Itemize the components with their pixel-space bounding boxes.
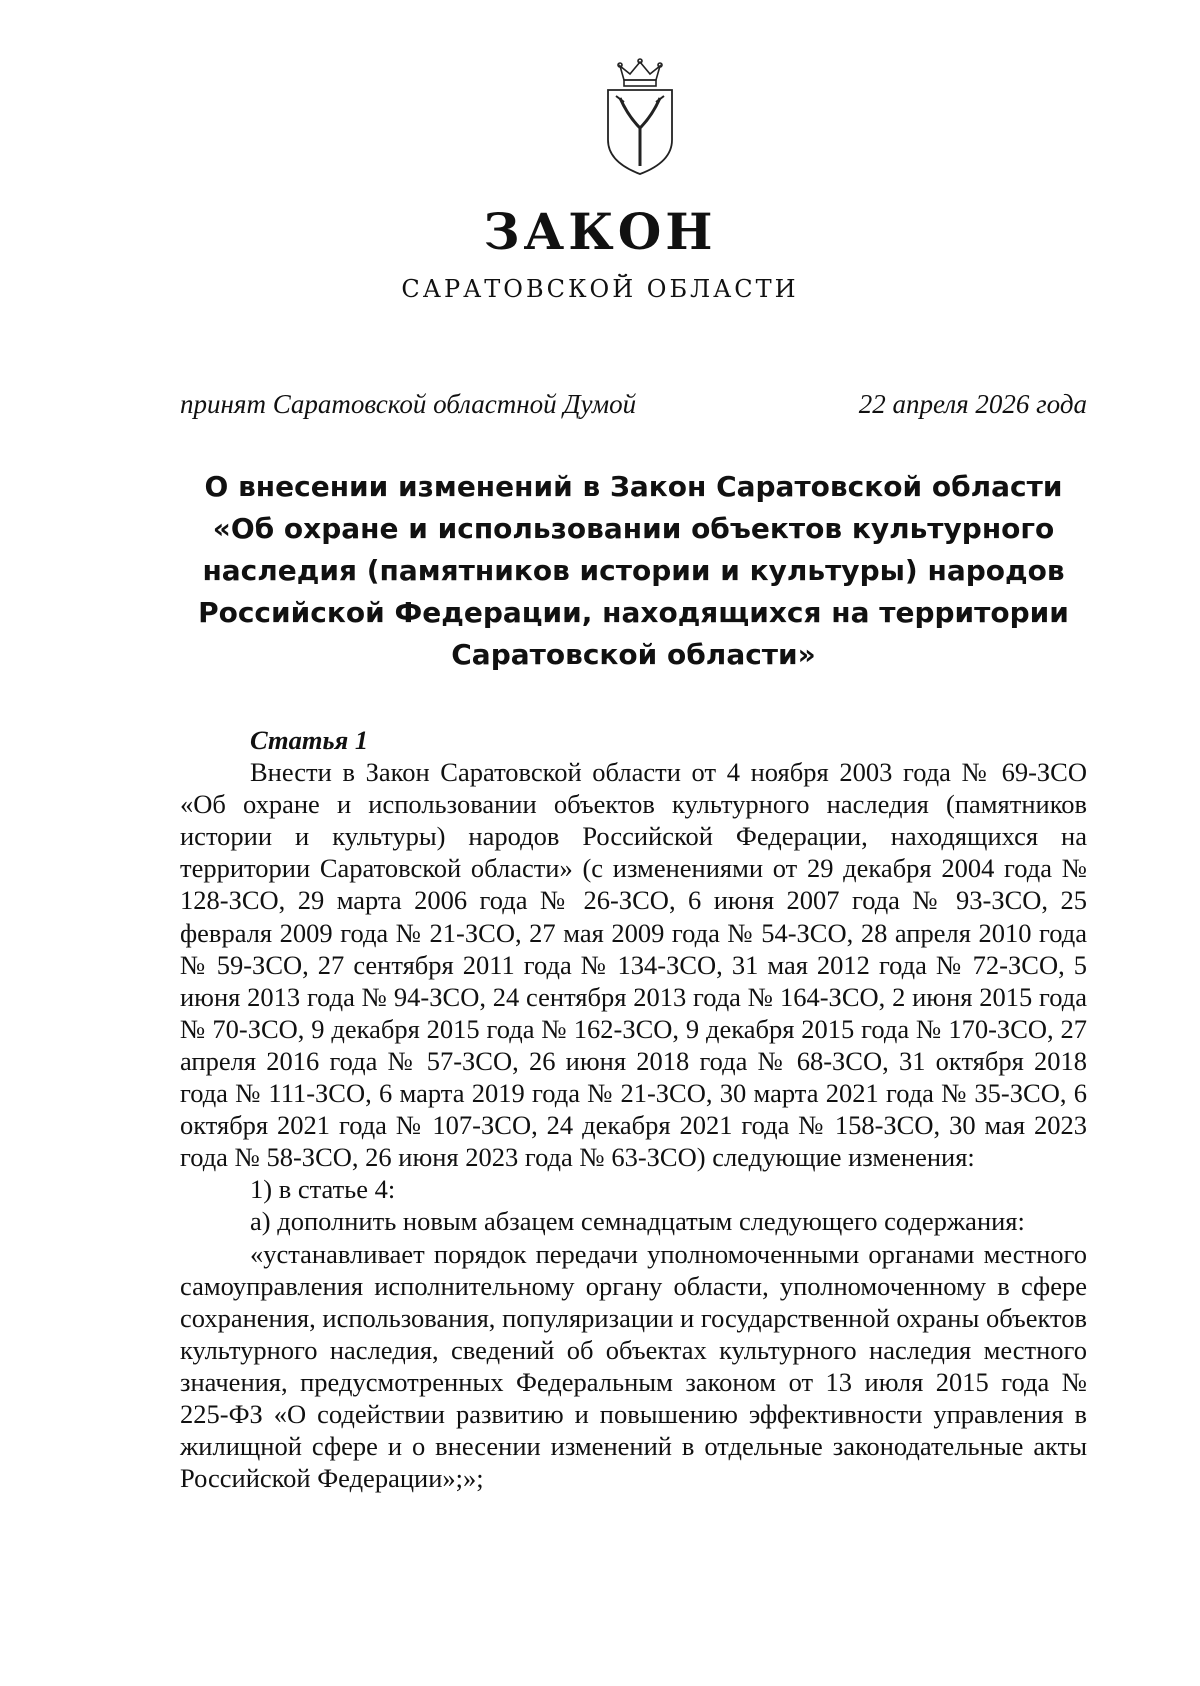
saratov-coat-of-arms-icon (602, 58, 678, 178)
document-subtitle: САРАТОВСКОЙ ОБЛАСТИ (401, 275, 799, 303)
article-label: Статья 1 (250, 725, 369, 755)
adopted-by: принят Саратовской областной Думой (180, 389, 637, 419)
law-body (180, 724, 1087, 1494)
item-1: 1) в статье 4: (250, 1174, 396, 1205)
document-title: ЗАКОН (483, 202, 717, 261)
adoption-date: 22 апреля 2026 года (858, 389, 1087, 419)
quoted-amendment: «устанавливает порядок передачи уполномоченными органами местного самоуправления исполнительному органу области, уполномоченному в сфере сохранения, использования, популяризации и государственной охраны объектов культурного наследия, сведений об объектах культурного наследия местного значения, предусмотренных Федеральным законом от 13 июля 2015 года № 225-ФЗ «О содействии развитию и повышению эффективности управления в жилищной сфере и о внесении изменений в отдельные законодательные акты Российской Федерации»;»; (180, 1238, 1087, 1494)
article-intro: Внести в Закон Саратовской области от 4 ноября 2003 года № 69-ЗСО «Об охране и использовании объектов культурного наследия (памятников истории и культуры) народов Российской Федерации, находящихся на территории Саратовской области» (с изменениями от 29 декабря 2004 года № 128-ЗСО, 29 марта 2006 года № 26-ЗСО, 6 июня 2007 года № 93-ЗСО, 25 февраля 2009 года № 21-ЗСО, 27 мая 2009 года № 54-ЗСО, 28 апреля 2010 года № 59-ЗСО, 27 сентября 2011 года № 134-ЗСО, 31 мая 2012 года № 72-ЗСО, 5 июня 2013 года № 94-ЗСО, 24 сентября 2013 года № 164-ЗСО, 2 июня 2015 года № 70-ЗСО, 9 декабря 2015 года № 162-ЗСО, 9 декабря 2015 года № 170-ЗСО, 27 апреля 2016 года № 57-ЗСО, 26 июня 2018 года № 68-ЗСО, 31 октября 2018 года № 111-ЗСО, 6 марта 2019 года № 21-ЗСО, 30 марта 2021 года № 35-ЗСО, 6 октября 2021 года № 107-ЗСО, 24 декабря 2021 года № 158-ЗСО, 30 мая 2023 года № 58-ЗСО, 26 июня 2023 года № 63-ЗСО) следующие изменения: (180, 757, 1087, 1173)
item-1a: а) дополнить новым абзацем семнадцатым следующего содержания: (250, 1206, 1025, 1237)
law-heading: О внесении изменений в Закон Саратовской области «Об охране и использовании объектов культурного наследия (памятников истории и культуры) народов Российской Федерации, находящихся на территории Саратовской области» (198, 470, 1069, 671)
